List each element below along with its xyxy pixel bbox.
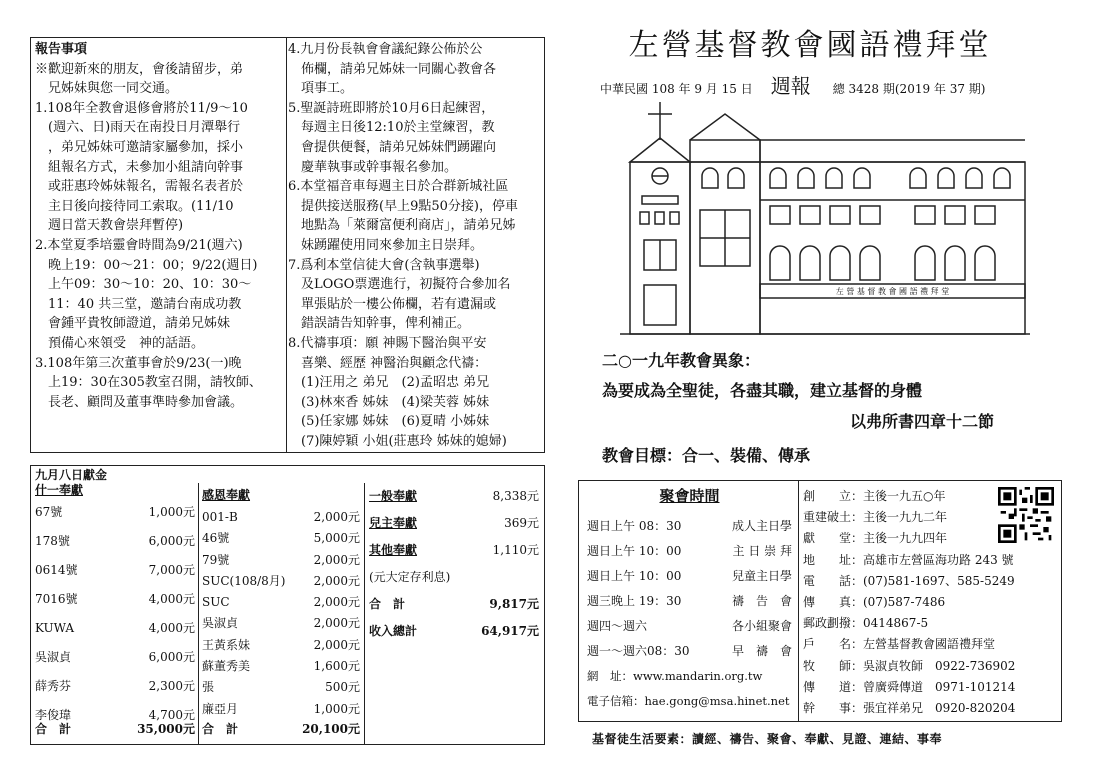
thanks-header: 感恩奉獻 bbox=[202, 488, 251, 502]
announcements-box bbox=[30, 37, 545, 453]
thanks-row bbox=[202, 656, 360, 677]
offering-divider bbox=[364, 483, 365, 745]
vision-statement: 為要成為全聖徒，各盡其職，建立基督的身體 bbox=[602, 381, 923, 400]
meeting-name: 主 日 崇 拜 bbox=[732, 544, 792, 558]
tithe-name: 178號 bbox=[35, 534, 70, 548]
thanks-row bbox=[202, 699, 360, 720]
thanks-amount: 2,000元 bbox=[313, 573, 360, 588]
announcements-left-column bbox=[35, 40, 285, 412]
vision-reference: 以弗所書四章十二節 bbox=[850, 412, 995, 431]
announcement-line: 7.爲利本堂信徒大會(含執事選舉) bbox=[288, 257, 480, 273]
thanks-amount: 2,000元 bbox=[313, 637, 360, 652]
announcement-line: 喜樂、經歷 神醫治與顧念代禱： bbox=[288, 355, 488, 371]
announcement-line: ※歡迎新來的朋友，會後請留步，弟 bbox=[35, 61, 244, 77]
tithe-total: 35,000元 bbox=[137, 722, 195, 736]
church-info-line: 傳 道：曾廣舜傳道 0971-101214 bbox=[803, 679, 1016, 694]
building-sign-text: 左 營 基 督 教 會 國 語 禮 拜 堂 bbox=[835, 287, 950, 296]
announcement-line: 慶華執事或幹事報名參加。 bbox=[288, 159, 458, 175]
announcement-line: 會鍾平貴牧師證道，請弟兄姊妹 bbox=[35, 316, 231, 332]
thanks-amount: 5,000元 bbox=[313, 531, 360, 546]
meeting-name: 早 禱 會 bbox=[731, 644, 792, 658]
church-info-line: 戶 名：左營基督教會國語禮拜堂 bbox=[803, 637, 996, 652]
meetings-panel bbox=[587, 485, 792, 714]
announcement-line: 1.108年全教會退修會將於11/9～10 bbox=[35, 100, 248, 116]
announcement-line: 8.代禱事項：願 神賜下醫治與平安 bbox=[288, 335, 487, 351]
other-row bbox=[369, 537, 539, 564]
thanks-row bbox=[202, 507, 360, 528]
meeting-row bbox=[587, 564, 792, 589]
info-divider bbox=[798, 481, 799, 721]
tithe-row bbox=[35, 643, 195, 672]
thanks-row bbox=[202, 635, 360, 656]
tithe-name: KUWA bbox=[35, 621, 75, 635]
meeting-time: 週四～週六 bbox=[587, 619, 648, 633]
announcement-line: 5.聖誕詩班即將於10月6日起練習， bbox=[288, 100, 495, 116]
church-email: 電子信箱：hae.gong@msa.hinet.net bbox=[587, 694, 790, 708]
announcement-line: 妹踴躍使用同來參加主日崇拜。 bbox=[288, 237, 484, 253]
church-info-line: 傳 真：(07)587-7486 bbox=[803, 594, 946, 609]
church-info-line: 創 立：主後一九五○年 bbox=[803, 489, 946, 503]
announcement-line: 會提供便餐，請弟兄姊妹們踴躍向 bbox=[288, 139, 497, 155]
announcement-line: 組報名方式，未參加小組請向幹事 bbox=[35, 159, 244, 175]
announcement-line: 錯誤請告知幹事，俾利補正。 bbox=[288, 316, 471, 332]
bulletin-label: 週報 bbox=[770, 74, 811, 98]
church-building-illustration bbox=[620, 100, 1030, 340]
qr-code-image bbox=[998, 487, 1054, 543]
meeting-name: 各小組聚會 bbox=[731, 619, 792, 633]
announcement-line: 及LOGO票選進行，初擬符合參加名 bbox=[288, 277, 511, 293]
church-goals: 教會目標：合一、裝備、傳承 bbox=[602, 446, 811, 465]
tithe-name: 0614號 bbox=[35, 563, 78, 577]
thanks-amount: 1,000元 bbox=[313, 701, 360, 716]
announcement-line: 項事工。 bbox=[288, 81, 354, 97]
grand-total-row bbox=[369, 618, 539, 645]
meetings-list bbox=[587, 514, 792, 664]
meeting-info-box bbox=[578, 480, 1062, 722]
thanks-total: 20,100元 bbox=[302, 722, 360, 736]
church-info-line: 電 話：(07)581-1697、585-5249 bbox=[803, 573, 1015, 588]
thanks-name: 廉亞月 bbox=[202, 701, 239, 716]
announcement-line: 每週主日後12:10於主堂練習，教 bbox=[288, 120, 495, 136]
thanks-row bbox=[202, 592, 360, 613]
announcement-line: 3.108年第三次董事會於9/23(一)晚 bbox=[35, 355, 242, 371]
church-info-line: 牧 師：吳淑貞牧師 0922-736902 bbox=[803, 658, 1016, 673]
announcement-line: 晚上19：00～21：00；9/22(週日) bbox=[35, 257, 258, 273]
thanks-amount: 2,000元 bbox=[313, 552, 360, 567]
meeting-row bbox=[587, 589, 792, 614]
sub-total-row bbox=[369, 591, 539, 618]
tithe-amount: 2,300元 bbox=[148, 679, 195, 693]
meeting-time: 週日上午 10：00 bbox=[587, 544, 682, 558]
tithe-row bbox=[35, 672, 195, 701]
thanks-amount: 2,000元 bbox=[313, 510, 360, 524]
announcements-heading: 報告事項 bbox=[35, 42, 88, 57]
thanks-name: SUC bbox=[202, 595, 230, 610]
other-amount: 1,110元 bbox=[492, 543, 539, 557]
announcement-line: 11：40 共三堂，邀請台南成功教 bbox=[35, 296, 242, 312]
meetings-title: 聚會時間 bbox=[659, 487, 720, 505]
children-amount: 369元 bbox=[504, 516, 539, 530]
children-label: 兒主奉獻 bbox=[369, 516, 418, 530]
announcement-line: 提供接送服務(早上9點50分接)，停車 bbox=[288, 198, 518, 214]
tithe-row bbox=[35, 556, 195, 585]
meeting-name: 成人主日學 bbox=[731, 519, 792, 533]
announcement-line: 上19：30在305教室召開，請牧師、 bbox=[35, 375, 262, 391]
meeting-name: 兒童主日學 bbox=[731, 569, 792, 583]
thanks-amount: 500元 bbox=[325, 680, 360, 695]
tithe-list bbox=[35, 498, 195, 730]
thanks-total-row bbox=[202, 720, 360, 737]
announcement-line: 兄姊妹與您一同交通。 bbox=[35, 81, 179, 97]
thanks-amount: 2,000元 bbox=[313, 595, 360, 610]
announcement-line: 主日後向接待同工索取。(11/10 bbox=[35, 198, 234, 214]
church-info-line: 獻 堂：主後一九九四年 bbox=[803, 531, 948, 546]
offering-date-title: 九月八日獻金 bbox=[35, 468, 108, 482]
meeting-row bbox=[587, 539, 792, 564]
meeting-row bbox=[587, 639, 792, 664]
vision-year-title: 二○一九年教會異象： bbox=[602, 351, 760, 370]
thanks-row bbox=[202, 677, 360, 698]
tithe-name: 薛秀芬 bbox=[35, 679, 72, 693]
church-info-line: 郵政劃撥：0414867-5 bbox=[803, 616, 929, 631]
meeting-time: 週一～週六08：30 bbox=[587, 644, 690, 658]
thanks-total-label: 合 計 bbox=[202, 722, 239, 736]
general-column bbox=[369, 483, 539, 645]
tithe-column bbox=[35, 468, 195, 736]
tithe-amount: 4,000元 bbox=[148, 592, 195, 606]
tithe-name: 吳淑貞 bbox=[35, 650, 72, 664]
church-info-line: 幹 事：張宜祥弟兄 0920-820204 bbox=[803, 700, 1016, 715]
meeting-row bbox=[587, 514, 792, 539]
announcement-line: (3)林來香 姊妹 (4)梁芙蓉 姊妹 bbox=[288, 394, 490, 410]
thanks-row bbox=[202, 528, 360, 549]
announcement-line: (週六、日)雨天在南投日月潭舉行 bbox=[35, 120, 241, 136]
announcement-line: 預備心來領受 神的話語。 bbox=[35, 335, 205, 351]
tithe-name: 67號 bbox=[35, 505, 63, 519]
sub-total: 9,817元 bbox=[489, 597, 539, 611]
announcement-line: 地點為「萊爾富便利商店」，請弟兄姊 bbox=[288, 218, 516, 234]
thanks-name: 吳淑貞 bbox=[202, 616, 239, 631]
tithe-header: 什一奉獻 bbox=[35, 483, 84, 497]
church-name-title: 左營基督教會國語禮拜堂 bbox=[628, 28, 992, 63]
thanks-row bbox=[202, 613, 360, 634]
tithe-row bbox=[35, 527, 195, 556]
tithe-amount: 1,000元 bbox=[148, 505, 195, 519]
thanks-name: SUC(108/8月) bbox=[202, 573, 286, 588]
children-row bbox=[369, 510, 539, 537]
tithe-amount: 6,000元 bbox=[148, 534, 195, 548]
announcement-line: 長老、顧問及董事準時參加會議。 bbox=[35, 394, 244, 410]
thanks-name: 王黃系妹 bbox=[202, 637, 251, 652]
church-info-line: 重建破土：主後一九九二年 bbox=[803, 510, 948, 525]
announcements-right-list bbox=[288, 40, 544, 451]
thanks-name: 張 bbox=[202, 680, 215, 695]
tithe-name: 李俊瑋 bbox=[35, 708, 72, 722]
thanks-column bbox=[202, 483, 360, 736]
announcement-line: 週日當天教會崇拜暫停) bbox=[35, 218, 184, 234]
other-label: 其他奉獻 bbox=[369, 543, 418, 557]
column-divider bbox=[286, 38, 287, 452]
bulletin-issue: 總 3428 期(2019 年 37 期) bbox=[832, 82, 986, 96]
tithe-name: 7016號 bbox=[35, 592, 78, 606]
offering-box bbox=[30, 465, 545, 745]
bulletin-subtitle-row bbox=[600, 70, 1050, 99]
announcement-line: 或莊惠玲姊妹報名，需報名表者於 bbox=[35, 179, 244, 195]
thanks-row bbox=[202, 550, 360, 571]
thanks-name: 79號 bbox=[202, 552, 230, 567]
tithe-row bbox=[35, 498, 195, 527]
general-amount: 8,338元 bbox=[492, 489, 539, 503]
meeting-time: 週三晚上 19：30 bbox=[587, 594, 682, 608]
announcements-right-column bbox=[288, 40, 544, 451]
announcement-line: 4.九月份長執會會議紀錄公佈於公 bbox=[288, 42, 483, 57]
tithe-amount: 4,000元 bbox=[148, 621, 195, 635]
christian-life-essentials: 基督徒生活要素：讀經、禱告、聚會、奉獻、見證、連結、事奉 bbox=[592, 732, 943, 746]
tithe-amount: 4,700元 bbox=[148, 708, 195, 722]
general-row bbox=[369, 483, 539, 510]
thanks-name: 蘇董秀美 bbox=[202, 659, 251, 674]
thanks-amount: 2,000元 bbox=[313, 616, 360, 631]
announcement-line: (1)汪用之 弟兄 (2)孟昭忠 弟兄 bbox=[288, 375, 490, 391]
thanks-name: 001-B bbox=[202, 510, 238, 524]
grand-total: 64,917元 bbox=[481, 624, 539, 638]
thanks-list bbox=[202, 507, 360, 720]
offering-divider bbox=[198, 483, 199, 745]
church-info-line: 地 址：高雄市左營區海功路 243 號 bbox=[803, 552, 1014, 567]
tithe-row bbox=[35, 614, 195, 643]
meeting-name: 禱 告 會 bbox=[731, 594, 792, 608]
announcement-line: (7)陳婷穎 小姐(莊惠玲 姊妹的媳婦) bbox=[288, 433, 507, 449]
announcement-line: 上午09：30～10：20、10：30～ bbox=[35, 277, 252, 293]
announcement-line: ，弟兄姊妹可邀請家屬參加，採小 bbox=[35, 139, 244, 155]
thanks-name: 46號 bbox=[202, 531, 230, 546]
meeting-time: 週日上午 08：30 bbox=[587, 519, 682, 533]
thanks-amount: 1,600元 bbox=[313, 659, 360, 674]
tithe-amount: 6,000元 bbox=[148, 650, 195, 664]
bulletin-date: 中華民國 108 年 9 月 15 日 bbox=[600, 82, 753, 96]
church-website: 網 址：www.mandarin.org.tw bbox=[587, 669, 763, 683]
tithe-row bbox=[35, 585, 195, 614]
general-label: 一般奉獻 bbox=[369, 489, 418, 503]
tithe-amount: 7,000元 bbox=[148, 563, 195, 577]
announcements-left-list bbox=[35, 60, 285, 413]
meeting-row bbox=[587, 614, 792, 639]
grand-total-label: 收入總計 bbox=[369, 624, 418, 638]
announcement-line: 2.本堂夏季培靈會時間為9/21(週六) bbox=[35, 237, 243, 253]
meeting-time: 週日上午 10：00 bbox=[587, 569, 682, 583]
announcement-line: 6.本堂福音車每週主日於合群新城社區 bbox=[288, 179, 509, 195]
interest-note: (元大定存利息) bbox=[369, 570, 451, 584]
thanks-row bbox=[202, 571, 360, 592]
announcement-line: 佈欄，請弟兄姊妹一同關心教會各 bbox=[288, 61, 497, 77]
sub-total-label: 合 計 bbox=[369, 597, 406, 611]
announcement-line: 單張貼於一樓公佈欄，若有遺漏或 bbox=[288, 296, 497, 312]
tithe-total-row bbox=[35, 720, 195, 737]
announcement-line: (5)任家娜 姊妹 (6)夏晴 小姊妹 bbox=[288, 414, 490, 430]
tithe-total-label: 合 計 bbox=[35, 722, 72, 736]
